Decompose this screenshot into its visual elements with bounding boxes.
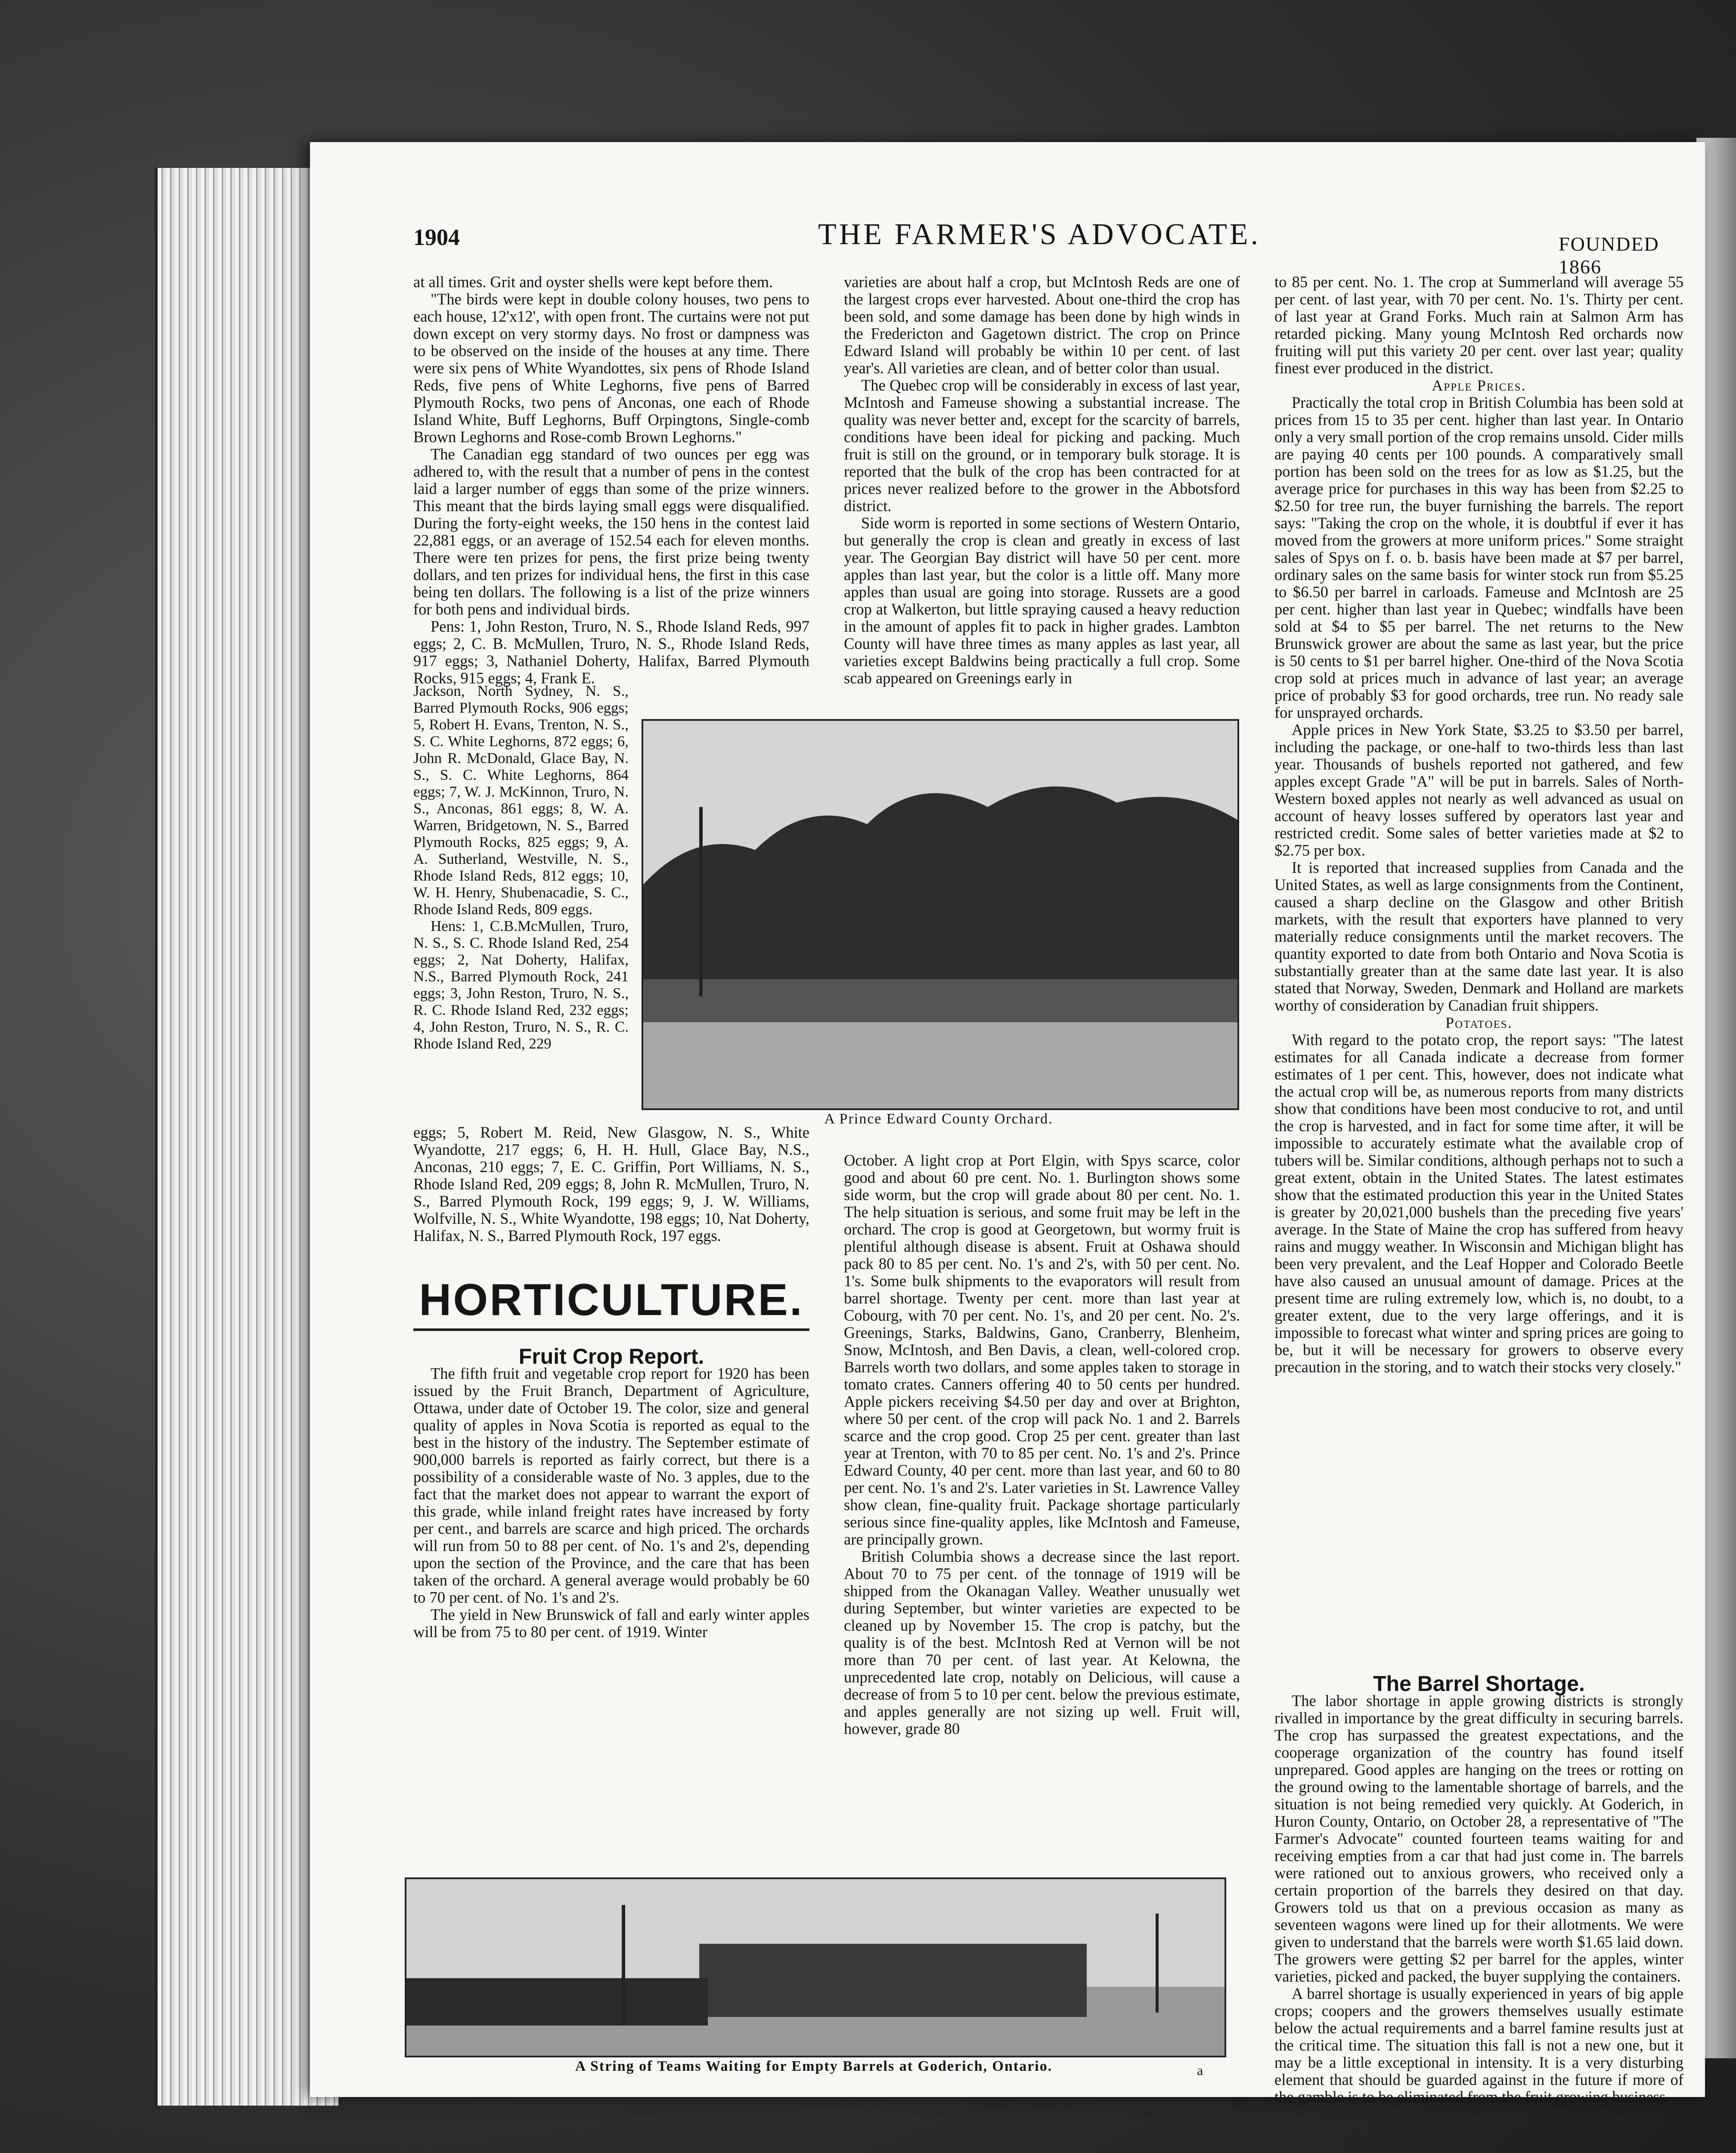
column-3 [1274,273,1688,1376]
paragraph: Practically the total crop in British Columbia has been sold at prices from 15 to 35 per cent. higher than last year. In Ontario only a very small portion of the crop remains unsold. Cider mills are paying 40 cents per 100 pounds. A comparatively small portion has been sold on the trees for as low as $1.25, but the average price for purchases in this way has been from $2.25 to $2.50 for tree run, the buyer furnishing the barrels. The report says: "Taking the crop on the whole, it is doubtful if ever it has moved from the growers at more uniform prices." Some straight sales of Spys on f. o. b. basis have been made at $7 per barrel, ordinary sales on the same basis for winter stock run from $5.25 to $6.50 per barrel in carloads. Fameuse and McIntosh are 25 per cent. higher than last year in Quebec; windfalls have been sold at $4 to $5 per barrel. The net returns to the New Brunswick grower are about the same as last year, but the price is 50 cents to $1 per barrel higher. One-third of the Nova Scotia crop sold at prices much in advance of last year; an average price of probably $3 for good orchards, tree run. No ready sale for unsprayed orchards. [1274,394,1688,721]
hens-list: Hens: 1, C.B.McMullen, Truro, N. S., S. C. Rhode Island Red, 254 eggs; 2, Nat Doherty, Halifax, N.S., Barred Plymouth Rock, 241 eggs; 3, John Reston, Truro, N. S., R. C. Rhode Island Red, 232 eggs; 4, John Reston, Truro, N. S., R. C. Rhode Island Red, 229 [413,918,632,1052]
teams-illustration [406,1879,1224,2056]
article-title: Fruit Crop Report. [518,1344,704,1368]
article-title: The Barrel Shortage. [1373,1672,1585,1696]
paragraph: varieties are about half a crop, but McIntosh Reds are one of the largest crops ever harvested. About one-third the crop has been sold, and some damage has been done by high winds in the Fredericton and Gagetown district. The crop on Prince Edward Island will probably be within 10 per cent. of last year's. All varieties are clean, and of better color than usual. [844,273,1244,377]
pens-list: Jackson, North Sydney, N. S., Barred Plymouth Rocks, 906 eggs; 5, Robert H. Evans, Trenton, N. S., S. C. White Leghorns, 872 eggs; 6, John R. McDonald, Glace Bay, N. S., S. C. White Leghorns, 864 eggs; 7, W. J. McKinnon, Truro, N. S., Anconas, 861 eggs; 8, W. A. Warren, Bridgetown, N. S., Barred Plymouth Rocks, 825 eggs; 9, A. A. Sutherland, Westville, N. S., Rhode Island Reds, 812 eggs; 10, W. H. Henry, Shubenacadie, S. C., Rhode Island Reds, 809 eggs. [413,683,632,918]
column-2-top [844,273,1244,687]
paragraph: It is reported that increased supplies from Canada and the United States, as well as large consignments from the Continent, caused a sharp decline on the Glasgow and other British markets, with the result that exporters have planned to very materially reduce consignments until the market recovers. The quantity exported to date from both Ontario and Nova Scotia is substantially greater than at the same date last year. It is also stated that Norway, Sweden, Denmark and Holland are markets worthy of consideration by Canadian fruit shippers. [1274,859,1688,1014]
subheading-apple-prices: Apple Prices. [1432,377,1526,394]
teams-photo [405,1877,1226,2057]
paragraph: With regard to the potato crop, the report says: "The latest estimates for all Canada indicate a decrease from former estimates of 1 per cent. This, however, does not indicate what the actual crop will be, as numerous reports from many districts show that conditions have been most conducive to rot, and until the crop is harvested, and in fact for some time after, it will be impossible to accurately estimate what the available crop of tubers will be. Similar conditions, although perhaps not to such a great extent, obtain in the United States. The latest estimates show that the estimated production this year in the United States is greater by 20,021,000 bushels than the preceding five years' average. In the State of Maine the crop has suffered from heavy rains and muggy weather. In Wisconsin and Michigan blight has been very prevalent, and the Leaf Hopper and Colorado Beetle have also caused an unusual amount of damage. Prices at the present time are ruling extremely low, which is, no doubt, to a greater extent, due to the very large offerings, and it is impossible to forecast what winter and spring prices are going to be, but it will be necessary for growers to observe every precaution in the storing, and to watch their stocks very closely." [1274,1031,1688,1376]
paragraph: Apple prices in New York State, $3.25 to $3.50 per barrel, including the package, or one-half to two-thirds less than last year. Thousands of bushels reported not gathered, and few apples except Grade "A" will be put in barrels. Sales of North-Western boxed apples not nearly as well advanced as usual on account of heavy losses suffered by operators last year and restricted credit. Some sales of better varieties made at $2 to $2.75 per box. [1274,721,1688,859]
prize-list-wide [413,1123,814,1244]
paragraph: Side worm is reported in some sections of Western Ontario, but generally the crop is clean and greatly in excess of last year. The Georgian Bay district will have 50 per cent. more apples than last year, but the color is a little off. Many more apples than usual are going into storage. Russets are a good crop at Walkerton, but little spraying caused a heavy reduction in the amount of apples fit to pack in higher grades. Lambton County will have three times as many apples as last year, all varieties except Baldwins being practically a full crop. Some scab appeared on Greenings early in [844,514,1244,687]
newspaper-page [310,142,1705,2106]
paragraph: October. A light crop at Port Elgin, with Spys scarce, color good and about 60 pre cent. No. 1. Burlington shows some side worm, but the crop will grade about 80 per cent. No. 1. The help situation is serious, and some fruit may be left in the orchard. The crop is good at Georgetown, but wormy fruit is plentiful although disease is absent. Fruit at Oshawa should pack 80 to 85 per cent. No. 1's and 2's, with 50 per cent. No. 1's. Some bulk shipments to the evaporators will result from barrel shortage. Twenty per cent. more than last year at Cobourg, with 70 per cent. No. 1's, and 20 per cent. No. 2's. Greenings, Starks, Baldwins, Gano, Cranberry, Blenheim, Snow, McIntosh, and Ben Davis, a clean, well-colored crop. Barrels worth two dollars, and some apples taken to storage in tomato crates. Canners offering 40 to 50 cents per hundred. Apple pickers receiving $4.50 per day and over at Brighton, where 50 per cent. of the crop will pack No. 1 and 2. Barrels scarce and the crop good. Crop 25 per cent. greater than last year at Trenton, with 70 to 85 per cent. No. 1's and 2's. Prince Edward County, 40 per cent. more than last year, and 60 to 80 per cent. No. 1's and 2's. Later varieties in St. Lawrence Valley show clean, fine-quality fruit. Package shortage particularly serious since fine-quality apples, like McIntosh and Fameuse, are principally grown. [844,1151,1244,1548]
corner-mark: a [1197,2063,1203,2078]
paragraph: Pens: 1, John Reston, Truro, N. S., Rhode Island Reds, 997 eggs; 2, C. B. McMullen, Truro, N. S., Rhode Island Reds, 917 eggs; 3, Nathaniel Doherty, Halifax, Barred Plymouth Rocks, 915 eggs; 4, Frank E. [413,617,814,687]
paragraph: The labor shortage in apple growing districts is strongly rivalled in importance by the great difficulty in securing barrels. The crop has surpassed the greatest expectations, and the cooperage organization of the country has found itself unprepared. Good apples are hanging on the trees or rotting on the ground owing to the lamentable shortage of barrels, and the situation is not being remedied very quickly. At Goderich, in Huron County, Ontario, on October 28, a representative of "The Farmer's Advocate" counted fourteen teams waiting for and receiving empties from a car that had just come in. The barrels were rationed out to anxious growers, who received only a certain proportion of the barrels they desired on that day. Growers told us that on a previous occasion as many as seventeen wagons were lined up for their allotments. We were given to understand that the barrels were worth $1.65 laid down. The growers were getting $2 per barrel for the apples, winter varieties, picked and packed, the buyer supplying the containers. [1274,1692,1688,1985]
paragraph: The fifth fruit and vegetable crop report for 1920 has been issued by the Fruit Branch, Department of Agriculture, Ottawa, under date of October 19. The color, size and general quality of apples in Nova Scotia is reported as equal to the best in the history of the industry. The September estimate of 900,000 barrels is reported as fairly correct, but there is a possibility of a considerable waste of No. 3 apples, due to the fact that the market does not appear to warrant the export of this grade, while inland freight rates have increased by forty per cent., and barrels are scarce and high priced. The orchards will run from 50 to 88 per cent. of No. 1's and 2's, depending upon the section of the Province, and the care that has been taken of the orchard. A general average would probably be 60 to 70 per cent. of No. 1's and 2's. [413,1365,814,1606]
paragraph: The yield in New Brunswick of fall and early winter apples will be from 75 to 80 per cent. of 1919. Winter [413,1606,814,1641]
barrel-shortage-article [1274,1672,1688,2106]
orchard-illustration [643,721,1237,1108]
founded-label: FOUNDED 1866 [1559,233,1659,278]
orchard-photo [642,719,1239,1110]
paragraph: The Canadian egg standard of two ounces per egg was adhered to, with the result that a number of pens in the contest laid a larger number of eggs than some of the prize winners. This meant that the birds laying small eggs were disqualified. During the forty-eight weeks, the 150 hens in the contest laid 22,881 eggs, or an average of 152.54 each for eleven months. There were ten prizes for pens, the first prize being twenty dollars, and ten prizes for individual hens, the first in this case being ten dollars. The following is a list of the prize winners for both pens and individual birds. [413,445,814,618]
page-number: 1904 [413,224,460,250]
teams-caption: A String of Teams Waiting for Empty Barrels at Goderich, Ontario. [575,2058,1053,2074]
paragraph: at all times. Grit and oyster shells were kept before them. [413,273,773,291]
paragraph: to 85 per cent. No. 1. The crop at Summerland will average 55 per cent. of last year, with 70 per cent. No. 1's. Thirty per cent. of last year at Grand Forks. Much rain at Salmon Arm has retarded picking. Many young McIntosh Red orchards now fruiting will put this variety 20 per cent. over last year; quality finest ever produced in the district. [1274,273,1688,377]
paragraph: British Columbia shows a decrease since the last report. About 70 to 75 per cent. of the tonnage of 1919 will be shipped from the Okanagan Valley. Weather unusually wet during September, but winter varieties are expected to be cleaned up by November 15. The crop is patchy, but the quality is of the best. McIntosh Red at Vernon will be not more than 70 per cent. of last year. At Kelowna, the unprecedented late crop, notably on Delicious, will cause a decrease of from 5 to 10 per cent. below the previous estimate, and apples generally are not sizing up well. Fruit will, however, grade 80 [844,1548,1244,1737]
masthead-title: THE FARMER'S ADVOCATE. [818,218,1261,251]
subheading-potatoes: Potatoes. [1445,1014,1513,1031]
hens-list-continued: eggs; 5, Robert M. Reid, New Glasgow, N. S., White Wyandotte, 217 eggs; 6, H. H. Hull, Glace Bay, N.S., Anconas, 210 eggs; 7, E. C. Griffin, Port Williams, N. S., Rhode Island Red, 209 eggs; 8, John R. McMullen, Truro, N. S., Barred Plymouth Rock, 199 eggs; 9, J. W. Williams, Wolfville, N. S., White Wyandotte, 198 eggs; 10, Nat Doherty, Halifax, N. S., Barred Plymouth Rock, 197 eggs. [413,1123,814,1244]
section-heading-horticulture: HORTICULTURE. [413,1275,809,1331]
paragraph: "The birds were kept in double colony houses, two pens to each house, 12'x12', with open front. The curtains were not put down except on very stormy days. No frost or dampness was to be observed on the inside of the houses at any time. There were six pens of White Wyandottes, six pens of Rhode Island Reds, five pens of White Leghorns, five pens of Barred Plymouth Rocks, two pens of Anconas, one each of Rhode Island White, Buff Leghorns, Buff Orpingtons, Single-comb Brown Leghorns and Rose-comb Brown Leghorns." [413,290,814,446]
orchard-caption: A Prince Edward County Orchard. [824,1111,1053,1127]
prize-list-narrow [413,683,632,1052]
paragraph: The Quebec crop will be considerably in excess of last year, McIntosh and Fameuse showing a substantial increase. The quality was never better and, except for the scarcity of barrels, conditions have been ideal for picking and packing. Much fruit is still on the ground, or in temporary bulk storage. It is reported that the bulk of the crop has been contracted for at prices never realized before to the grower in the Abbotsford district. [844,376,1244,515]
paragraph: A barrel shortage is usually experienced in years of big apple crops; coopers and the growers themselves usually estimate below the actual requirements and a barrel famine results just at the critical time. The situation this fall is not a new one, but it may be a little exceptional in intensity. It is a very disturbing element that should be guarded against in the future if more of the gamble is to be eliminated from the fruit growing business. [1274,1985,1688,2106]
column-2-lower [844,1151,1244,1737]
fruit-crop-report [413,1344,814,1641]
column-1-poultry [413,273,814,687]
